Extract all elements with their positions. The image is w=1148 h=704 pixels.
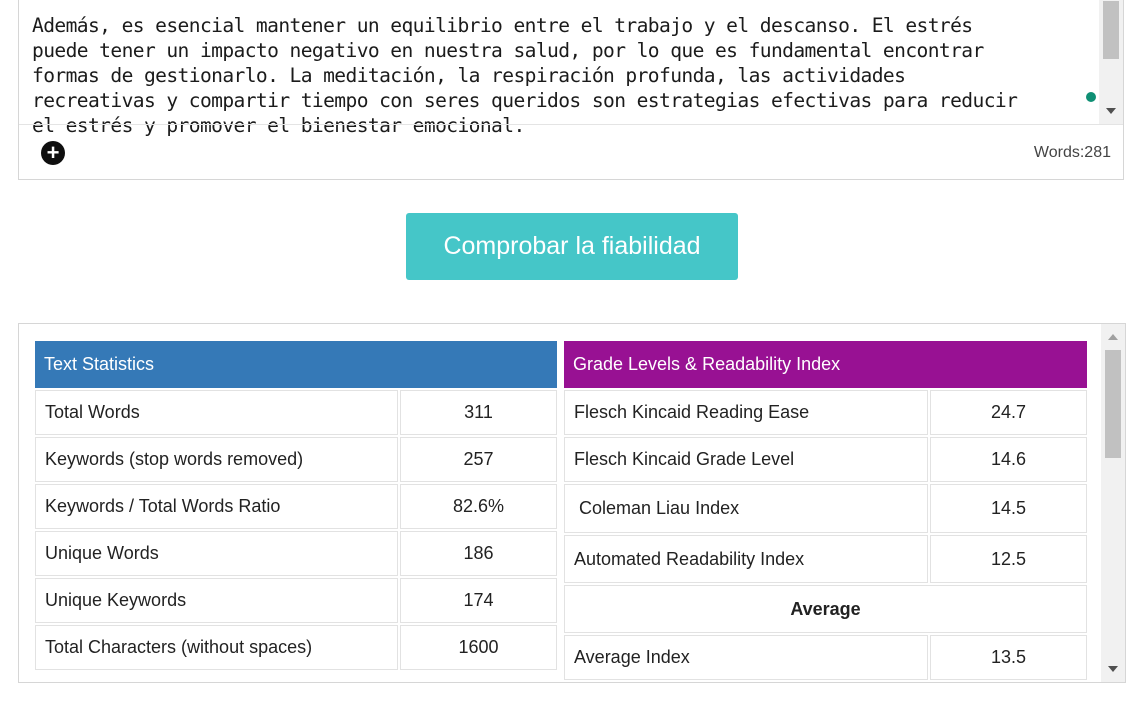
word-count: Words:281 [1033, 144, 1111, 161]
readability-label: Flesch Kincaid Reading Ease [564, 390, 928, 435]
scroll-down-arrow-icon[interactable] [1108, 666, 1118, 672]
stat-label: Unique Keywords [35, 578, 398, 623]
stat-label: Total Characters (without spaces) [35, 625, 398, 670]
table-row [564, 437, 1087, 482]
readability-label: Coleman Liau Index [564, 484, 928, 533]
check-reliability-button[interactable]: Comprobar la fiabilidad [406, 213, 738, 280]
stat-value: 174 [400, 578, 557, 623]
results-panel [18, 323, 1126, 683]
readability-value: 14.6 [930, 437, 1087, 482]
grammar-indicator-icon[interactable] [1086, 92, 1096, 102]
average-index-value: 13.5 [930, 635, 1087, 680]
stat-value: 82.6% [400, 484, 557, 529]
readability-label: Automated Readability Index [564, 535, 928, 583]
readability-header: Grade Levels & Readability Index [564, 341, 1087, 388]
stat-value: 257 [400, 437, 557, 482]
stat-value: 311 [400, 390, 557, 435]
readability-value: 12.5 [930, 535, 1087, 583]
scroll-down-arrow-icon[interactable] [1106, 108, 1116, 114]
plus-circle-icon[interactable]: + [41, 141, 65, 165]
text-statistics-table [33, 339, 559, 672]
editor-line: puede tener un impacto negativo en nuestra salud, por lo que es fundamental encontrar [32, 39, 984, 62]
table-row [35, 578, 557, 623]
table-row [564, 484, 1087, 533]
table-row [564, 585, 1087, 633]
table-row [35, 437, 557, 482]
table-row [35, 484, 557, 529]
stat-label: Keywords / Total Words Ratio [35, 484, 398, 529]
table-row [35, 531, 557, 576]
table-row [564, 390, 1087, 435]
stat-label: Keywords (stop words removed) [35, 437, 398, 482]
stat-label: Total Words [35, 390, 398, 435]
table-row [35, 390, 557, 435]
results-scroll-thumb[interactable] [1105, 350, 1121, 458]
table-row [564, 635, 1087, 680]
table-row [35, 625, 557, 670]
editor-text-area[interactable] [19, 0, 1099, 137]
scroll-up-arrow-icon[interactable] [1108, 334, 1118, 340]
average-heading: Average [564, 585, 1087, 633]
text-statistics-header: Text Statistics [35, 341, 557, 388]
editor-scrollbar[interactable] [1099, 0, 1123, 124]
average-index-label: Average Index [564, 635, 928, 680]
editor-line: el estrés y promover el bienestar emocional. [32, 114, 525, 137]
stat-value: 186 [400, 531, 557, 576]
readability-value: 14.5 [930, 484, 1087, 533]
editor-footer [19, 124, 1123, 180]
readability-table [562, 339, 1089, 682]
readability-label: Flesch Kincaid Grade Level [564, 437, 928, 482]
results-scrollbar[interactable] [1101, 324, 1125, 682]
stat-label: Unique Words [35, 531, 398, 576]
editor-scroll-thumb[interactable] [1103, 1, 1119, 59]
editor-line: formas de gestionarlo. La meditación, la respiración profunda, las actividades [32, 64, 906, 87]
editor-line: recreativas y compartir tiempo con seres queridos son estrategias efectivas para reducir [32, 89, 1018, 112]
text-editor[interactable] [18, 0, 1124, 180]
table-row [564, 535, 1087, 583]
editor-line: Además, es esencial mantener un equilibrio entre el trabajo y el descanso. El estrés [32, 14, 973, 37]
readability-value: 24.7 [930, 390, 1087, 435]
stat-value: 1600 [400, 625, 557, 670]
